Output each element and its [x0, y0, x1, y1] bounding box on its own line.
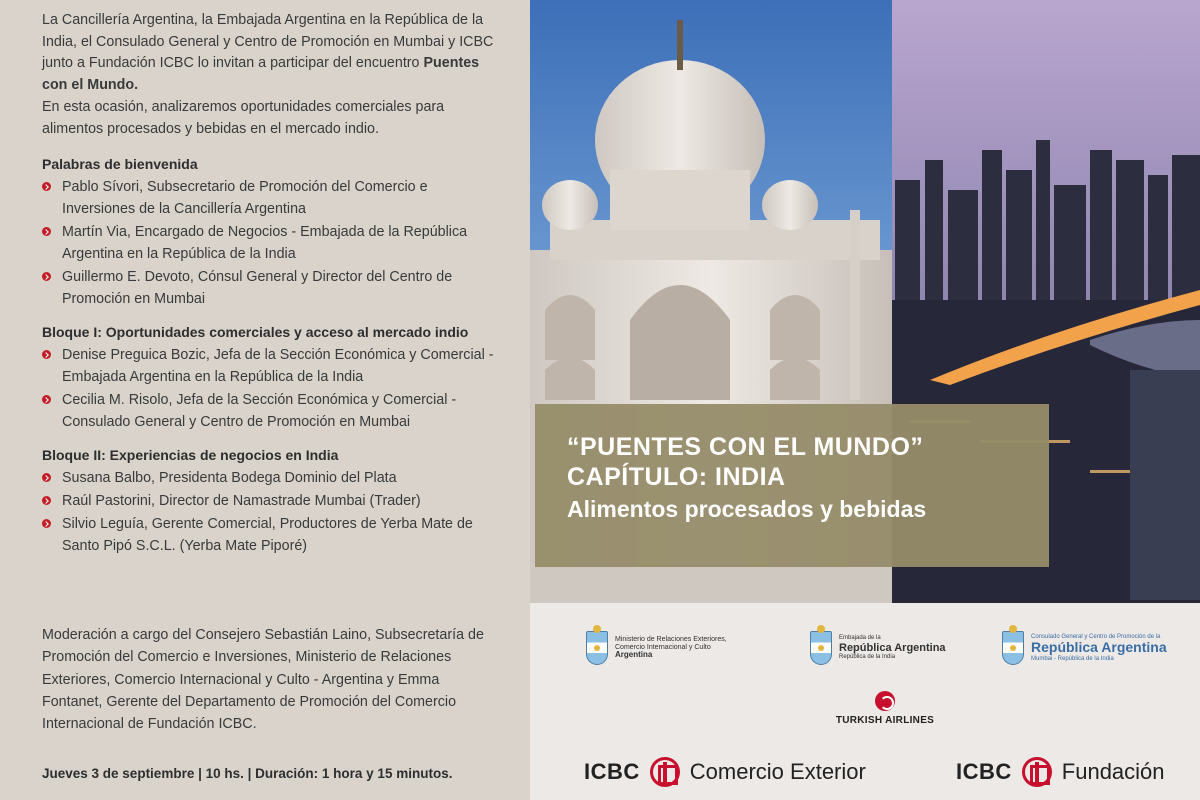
- speaker-item: Denise Preguica Bozic, Jefa de la Sección Económica y Comercial - Embajada Argentina en la República de la India: [42, 344, 500, 388]
- bullet-arrow-icon: [42, 395, 51, 404]
- section-welcome: [42, 154, 500, 310]
- embassy-logo: Embajada de la República Argentina República de la India: [810, 631, 946, 665]
- sponsor-logos: [530, 603, 1200, 800]
- bullet-arrow-icon: [42, 350, 51, 359]
- intro-text-2: En esta ocasión, analizaremos oportunidades comerciales para alimentos procesados y bebidas en el mercado indio.: [42, 98, 445, 137]
- argentina-shield-icon: [586, 631, 608, 665]
- speaker-item: Martín Via, Encargado de Negocios - Embajada de la República Argentina en la República de la India: [42, 221, 500, 265]
- argentina-shield-icon: [810, 631, 832, 665]
- section-block-2: [42, 445, 500, 557]
- ministry-logo: Ministerio de Relaciones Exteriores, Comercio Internacional y Culto Argentina: [586, 631, 727, 665]
- banner-subtitle: Alimentos procesados y bebidas: [567, 496, 927, 522]
- bullet-arrow-icon: [42, 272, 51, 281]
- section-block-1: [42, 322, 500, 433]
- moderation-paragraph: Moderación a cargo del Consejero Sebastián Laino, Subsecretaría de Promoción del Comercio e Inversiones, Ministerio de Relaciones Exteriores, Comercio Internacional y Culto - Argentina y Emma Fontanet, Gerente del Departamento de Promoción del Comercio Internacional de Fundación ICBC.: [42, 627, 484, 733]
- argentina-shield-icon: [1002, 631, 1024, 665]
- icbc-emblem-icon: [1022, 757, 1052, 787]
- speaker-item: Susana Balbo, Presidenta Bodega Dominio del Plata: [42, 467, 500, 489]
- consulate-logo: Consulado General y Centro de Promoción de la República Argentina Mumbai - República de la India: [1002, 631, 1167, 665]
- bullet-arrow-icon: [42, 496, 51, 505]
- bullet-arrow-icon: [42, 473, 51, 482]
- bullet-arrow-icon: [42, 227, 51, 236]
- banner-chapter: CAPÍTULO: INDIA: [567, 463, 786, 491]
- bullet-arrow-icon: [42, 182, 51, 191]
- poster-visual: [530, 0, 1200, 800]
- intro-paragraph: [42, 10, 500, 140]
- speaker-item: Silvio Leguía, Gerente Comercial, Productores de Yerba Mate de Santo Pipó S.C.L. (Yerba Mate Piporé): [42, 513, 500, 557]
- section-title: Palabras de bienvenida: [42, 156, 198, 173]
- event-title-banner: [535, 404, 1049, 567]
- event-name: Puentes con el Mundo.: [42, 55, 480, 94]
- speaker-item: Guillermo E. Devoto, Cónsul General y Director del Centro de Promoción en Mumbai: [42, 266, 500, 310]
- bullet-arrow-icon: [42, 519, 51, 528]
- banner-title: “PUENTES CON EL MUNDO”: [567, 433, 924, 461]
- cover-photo: [530, 0, 1200, 603]
- speaker-item: Cecilia M. Risolo, Jefa de la Sección Económica y Comercial - Consulado General y Centro de Promoción en Mumbai: [42, 389, 500, 433]
- icbc-comercio-exterior-logo: ICBC Comercio Exterior: [584, 757, 866, 787]
- icbc-emblem-icon: [650, 757, 680, 787]
- speaker-item: Pablo Sívori, Subsecretario de Promoción del Comercio e Inversiones de la Cancillería Argentina: [42, 176, 500, 220]
- icbc-fundacion-logo: ICBC Fundación: [956, 757, 1165, 787]
- event-date-line: Jueves 3 de septiembre | 10 hs. | Duración: 1 hora y 15 minutos.: [42, 766, 453, 781]
- intro-text: La Cancillería Argentina, la Embajada Argentina en la República de la India, el Consulado General y Centro de Promoción en Mumbai y ICBC junto a Fundación ICBC lo invitan a participar del encuentro: [42, 12, 494, 72]
- section-title: Bloque II: Experiencias de negocios en India: [42, 447, 339, 464]
- turkish-airlines-bird-icon: [875, 691, 895, 711]
- turkish-airlines-logo: TURKISH AIRLINES: [832, 691, 938, 726]
- section-title: Bloque I: Oportunidades comerciales y acceso al mercado indio: [42, 324, 469, 341]
- speaker-item: Raúl Pastorini, Director de Namastrade Mumbai (Trader): [42, 490, 500, 512]
